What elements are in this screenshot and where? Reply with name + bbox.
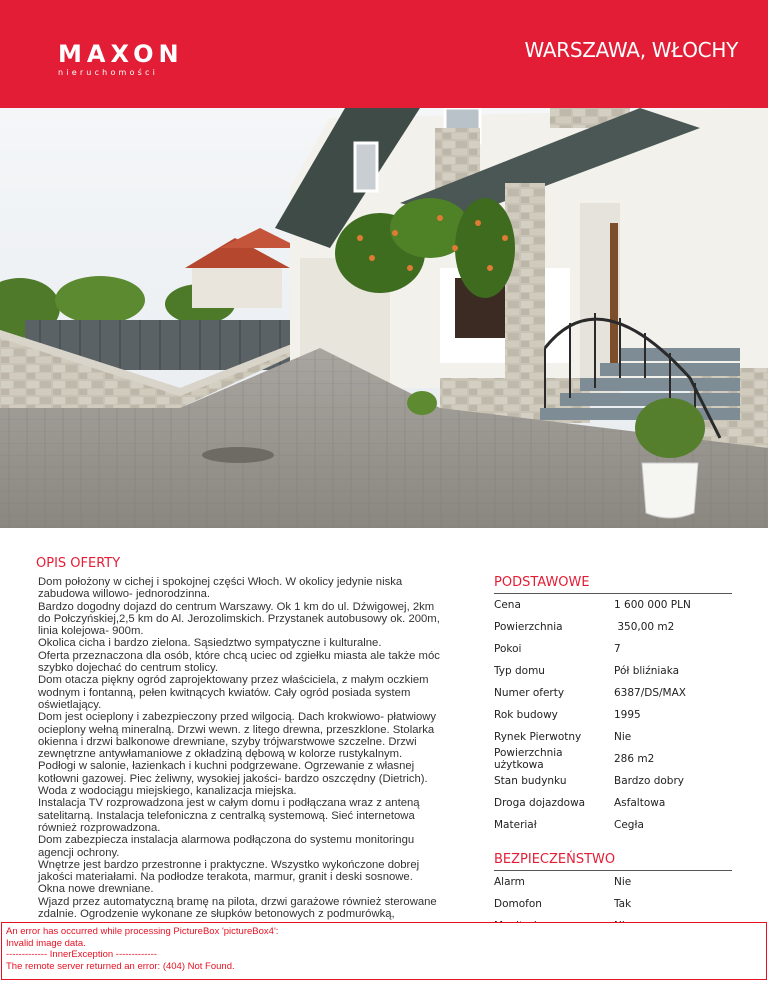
detail-label: Droga dojazdowa	[494, 797, 586, 809]
detail-value: 7	[614, 643, 621, 655]
detail-label: Powierzchnia	[494, 621, 563, 633]
detail-value: Cegła	[614, 819, 644, 831]
description-line: linia kolejowa- 900m.	[38, 625, 144, 638]
description-line: Bardzo dogodny dojazd do centrum Warszawy. Ok 1 km do ul. Dźwigowej, 2km	[38, 600, 435, 613]
property-details	[494, 575, 732, 959]
detail-label: Stan budynku	[494, 775, 567, 787]
maxon-logo	[58, 42, 184, 77]
description-line: Dom otacza piękny ogród zaprojektowany przez właściciela, z małym oczkiem	[38, 674, 429, 687]
detail-row-access-road	[494, 792, 732, 814]
description-line: oświetlający.	[38, 698, 102, 711]
detail-value: Asfaltowa	[614, 797, 666, 809]
detail-value: Bardzo dobry	[614, 775, 684, 787]
description-line: wodnym i fontanną, pełen kwitnących kwiatów. Cały ogród posiada system	[38, 686, 411, 699]
detail-value: Nie	[614, 731, 632, 743]
detail-row-usable-area	[494, 748, 732, 770]
description-line: do Połczyńskiej,2,5 km do Al. Jerozolimskich. Przystanek autobusowy ok. 200m,	[38, 612, 440, 625]
detail-row-rooms	[494, 638, 732, 660]
basic-section-title: PODSTAWOWE	[494, 575, 732, 594]
description-line: Dom położony w cichej i spokojnej części Włoch. W okolicy jedynie niska	[38, 576, 403, 588]
detail-label: Domofon	[494, 898, 542, 910]
detail-label: Alarm	[494, 876, 525, 888]
detail-label: Rynek Pierwotny	[494, 731, 582, 743]
description-title: OPIS OFERTY	[36, 556, 121, 571]
logo-wordmark: MAXON	[58, 40, 184, 68]
description-line: Dom jest ocieplony i zabezpieczony przed wilgocią. Dach krokwiowo- płatwiowy	[38, 711, 437, 724]
error-line: ------------- InnerException -------------	[6, 949, 157, 960]
error-line: An error has occurred while processing PictureBox 'pictureBox4':	[6, 926, 279, 937]
description-line: jakości materiałami. Na podłodze terakota, marmur, granit i deski sosnowe.	[38, 871, 413, 884]
error-line: Invalid image data.	[6, 937, 86, 949]
detail-label: Powierzchnia użytkowa	[494, 747, 563, 771]
description-line: kotłowni gazowej. Piec żeliwny, wysokiej jakości- bardzo oszczędny (Dietrich).	[38, 772, 428, 785]
description-line: Wnętrze jest bardzo przestronne i praktyczne. Wszystko wykończone dobrej	[38, 858, 420, 871]
description-line: okienna i drzwi balkonowe drewniane, szyby trójwarstwowe szczelne. Drzwi	[38, 735, 417, 748]
location-title: WARSZAWA, WŁOCHY	[524, 38, 738, 62]
detail-row-year-built	[494, 704, 732, 726]
detail-label: Cena	[494, 599, 521, 611]
description-text	[38, 576, 468, 920]
description-line: satelitarną. Instalacja telefoniczna z centralką systemową. Sieć internetowa	[38, 809, 415, 822]
detail-row-house-type	[494, 660, 732, 682]
detail-row-alarm	[494, 871, 732, 893]
description-line: Okolica cicha i bardzo zielona. Sąsiedztwo sympatyczne i kulturalne.	[38, 637, 382, 650]
detail-label: Rok budowy	[494, 709, 558, 721]
detail-value: 286 m2	[614, 753, 655, 765]
logo-tagline: nieruchomości	[58, 68, 159, 77]
description-line: Oferta przeznaczona dla osób, które chcą uciec od zgiełku miasta ale także móc	[38, 649, 440, 662]
description-line: zabudowa willowo- jednorodzinna.	[38, 588, 211, 601]
description-line: Okna nowe drewniane.	[38, 883, 154, 896]
detail-row-condition	[494, 770, 732, 792]
detail-row-material	[494, 814, 732, 836]
detail-value: 1995	[614, 709, 641, 721]
section-spacer	[494, 836, 732, 852]
detail-label: Typ domu	[494, 665, 545, 677]
detail-value: Pół bliźniaka	[614, 665, 680, 677]
detail-label: Pokoi	[494, 643, 522, 655]
detail-value: 1 600 000 PLN	[614, 599, 691, 611]
detail-row-primary-market	[494, 726, 732, 748]
picturebox-error-box	[1, 922, 767, 980]
description-line: szybko dojechać do centrum stolicy.	[38, 662, 218, 675]
description-line: agencji ochrony.	[38, 846, 120, 859]
description-line: również rozprowadzona.	[38, 821, 161, 834]
description-line: ocieplony wełną mineralną. Drzwi wewn. z litego drewna, przeszklone. Stolarka	[38, 723, 435, 736]
detail-label: Numer oferty	[494, 687, 565, 699]
description-line: Dom zabezpiecza instalacja alarmowa podłączona do systemu monitoringu	[38, 834, 415, 847]
detail-row-price	[494, 594, 732, 616]
security-section-title: BEZPIECZEŃSTWO	[494, 852, 732, 871]
header-banner	[0, 0, 768, 108]
detail-row-intercom	[494, 893, 732, 915]
detail-value: Nie	[614, 876, 632, 888]
description-line: Instalacja TV rozprowadzona jest w całym domu i podłączana wraz z anteną	[38, 797, 420, 810]
detail-row-offer-number	[494, 682, 732, 704]
description-line: Wjazd przez automatyczną bramę na pilota, drzwi garażowe również sterowane	[38, 895, 437, 908]
description-line: Woda z wodociągu miejskiego, kanalizacja miejska.	[38, 785, 297, 798]
description-line: zdalnie. Ogrodzenie wykonane ze słupków betonowych z podmurówką,	[38, 908, 395, 921]
detail-value: 6387/DS/MAX	[614, 687, 686, 699]
detail-value: 350,00 m2	[614, 621, 675, 633]
error-line: The remote server returned an error: (404) Not Found.	[6, 960, 235, 972]
description-line: zewnętrzne antywłamaniowe z okładziną dębową w kolorze rustykalnym.	[38, 748, 403, 761]
detail-row-area	[494, 616, 732, 638]
property-photo	[0, 108, 768, 528]
detail-label: Materiał	[494, 819, 537, 831]
detail-value: Tak	[614, 898, 632, 910]
description-line: Podłogi w salonie, łazienkach i kuchni podgrzewane. Ogrzewanie z własnej	[38, 760, 415, 773]
